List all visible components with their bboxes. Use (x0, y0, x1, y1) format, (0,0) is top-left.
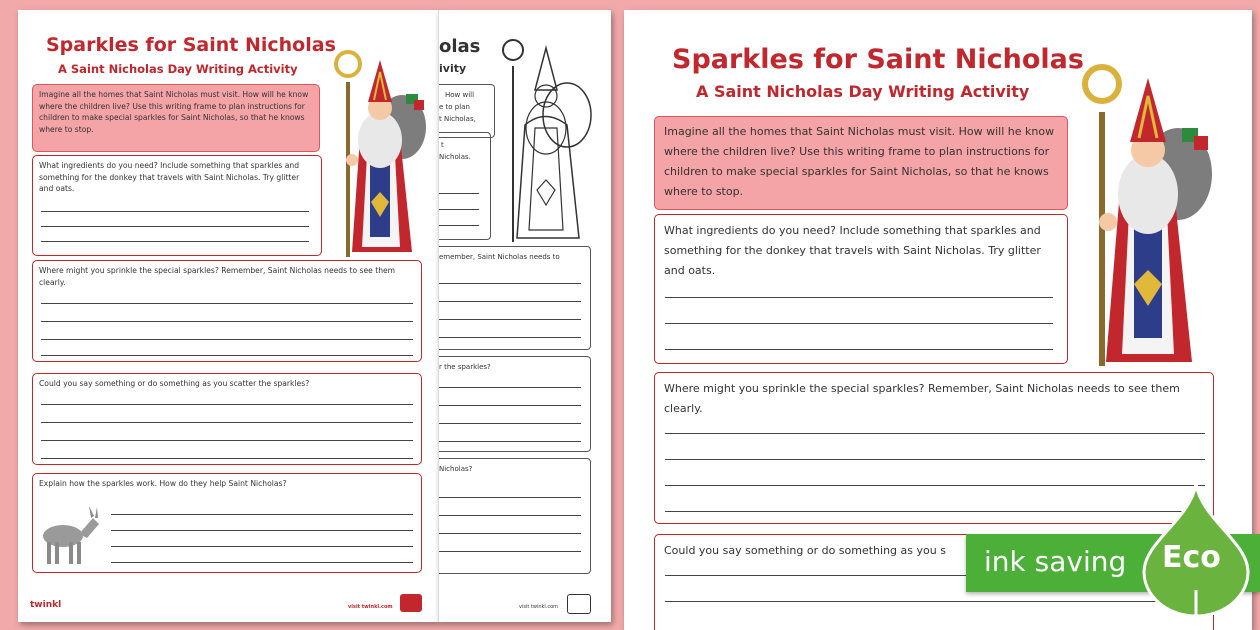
left-question-1 (32, 155, 322, 256)
answer-line[interactable] (41, 241, 309, 242)
answer-line[interactable] (41, 355, 413, 356)
answer-line[interactable] (41, 440, 413, 441)
right-subtitle: A Saint Nicholas Day Writing Activity (696, 82, 1030, 101)
saint-nicholas-illustration-large (1070, 54, 1220, 374)
answer-line[interactable] (439, 551, 581, 552)
answer-line[interactable] (439, 441, 581, 442)
middle-q2-text: emember, Saint Nicholas needs to (439, 253, 560, 261)
middle-q1-line-2: Nicholas. (439, 153, 471, 161)
left-worksheet (18, 10, 438, 622)
middle-title-fragment: olas (439, 36, 481, 57)
answer-line[interactable] (439, 515, 581, 516)
eco-label: Eco (1162, 540, 1221, 575)
left-title: Sparkles for Saint Nicholas (46, 34, 336, 56)
middle-footer-url: visit twinkl.com (519, 604, 559, 610)
answer-line[interactable] (665, 485, 1205, 486)
twinkl-logo: twinkl (30, 600, 62, 610)
answer-line[interactable] (111, 562, 413, 563)
middle-intro-box (439, 84, 495, 138)
middle-subtitle-fragment: ivity (439, 62, 467, 75)
left-intro-text: Imagine all the homes that Saint Nicholas must visit. How will he know where the children live? Use this writing frame to plan instructions for children to make special sparkles for Saint Nicholas, so that he knows where to stop. (39, 90, 309, 134)
answer-line[interactable] (665, 601, 1205, 602)
right-question-1-text: What ingredients do you need? Include something that sparkles and something for the donkey that travels with Saint Nicholas. Try glitter and oats. (664, 224, 1041, 277)
left-intro-box (32, 84, 320, 152)
right-question-3-text: Could you say something or do something as you s (664, 544, 946, 557)
answer-line[interactable] (665, 433, 1205, 434)
answer-line[interactable] (41, 422, 413, 423)
answer-line[interactable] (439, 533, 581, 534)
answer-line[interactable] (41, 211, 309, 212)
answer-line[interactable] (41, 321, 413, 322)
right-question-2 (654, 372, 1214, 524)
answer-line[interactable] (41, 339, 413, 340)
middle-question-1 (439, 132, 491, 240)
left-question-3-text: Could you say something or do something as you scatter the sparkles? (39, 379, 310, 388)
answer-line[interactable] (439, 497, 581, 498)
left-subtitle: A Saint Nicholas Day Writing Activity (58, 62, 298, 76)
right-title: Sparkles for Saint Nicholas (672, 44, 1084, 75)
middle-q3-text: r the sparkles? (439, 363, 491, 371)
middle-worksheet (438, 10, 611, 622)
answer-line[interactable] (41, 458, 413, 459)
answer-line[interactable] (665, 511, 1205, 512)
answer-line[interactable] (439, 423, 581, 424)
middle-footer-badge-icon (567, 594, 591, 614)
left-question-2-text: Where might you sprinkle the special sparkles? Remember, Saint Nicholas needs to see them clearly. (39, 266, 396, 287)
answer-line[interactable] (439, 319, 581, 320)
middle-intro-line-2: e to plan (439, 103, 470, 111)
ink-saving-label: ink saving (984, 545, 1127, 578)
answer-line[interactable] (439, 387, 581, 388)
middle-intro-line-3: t Nicholas, (439, 115, 476, 123)
answer-line[interactable] (439, 193, 479, 194)
middle-q4-text: Nicholas? (439, 465, 473, 473)
left-question-1-text: What ingredients do you need? Include something that sparkles and something for the donkey that travels with Saint Nicholas. Try glitter and oats. (39, 161, 300, 193)
answer-line[interactable] (439, 301, 581, 302)
answer-line[interactable] (439, 209, 479, 210)
answer-line[interactable] (41, 404, 413, 405)
answer-line[interactable] (41, 226, 309, 227)
answer-line[interactable] (665, 323, 1053, 324)
left-question-3 (32, 373, 422, 465)
left-question-4 (32, 473, 422, 573)
middle-question-2 (439, 246, 591, 350)
middle-question-4 (439, 458, 591, 574)
right-question-1 (654, 214, 1068, 364)
footer-url: visit twinkl.com (348, 604, 393, 610)
donkey-illustration (37, 504, 103, 568)
answer-line[interactable] (665, 459, 1205, 460)
middle-question-3 (439, 356, 591, 452)
answer-line[interactable] (439, 283, 581, 284)
middle-q1-line-1: t (441, 141, 444, 149)
answer-line[interactable] (439, 405, 581, 406)
answer-line[interactable] (439, 225, 479, 226)
left-question-2 (32, 260, 422, 362)
answer-line[interactable] (41, 303, 413, 304)
answer-line[interactable] (665, 297, 1053, 298)
answer-line[interactable] (111, 546, 413, 547)
right-question-2-text: Where might you sprinkle the special sparkles? Remember, Saint Nicholas needs to see them clearly. (664, 382, 1180, 415)
right-intro-box (654, 116, 1068, 210)
right-intro-text: Imagine all the homes that Saint Nicholas must visit. How will he know where the children live? Use this writing frame to plan instructions for children to make special sparkles for Saint Nicholas, so that he knows where to stop. (664, 125, 1055, 198)
footer-badge-icon (400, 594, 422, 612)
answer-line[interactable] (111, 514, 413, 515)
answer-line[interactable] (665, 349, 1053, 350)
middle-intro-line-1: How will (445, 91, 475, 99)
saint-nicholas-illustration (324, 42, 434, 262)
answer-line[interactable] (439, 337, 581, 338)
saint-nicholas-outline-illustration (495, 30, 605, 246)
left-question-4-text: Explain how the sparkles work. How do they help Saint Nicholas? (39, 479, 287, 488)
answer-line[interactable] (111, 530, 413, 531)
